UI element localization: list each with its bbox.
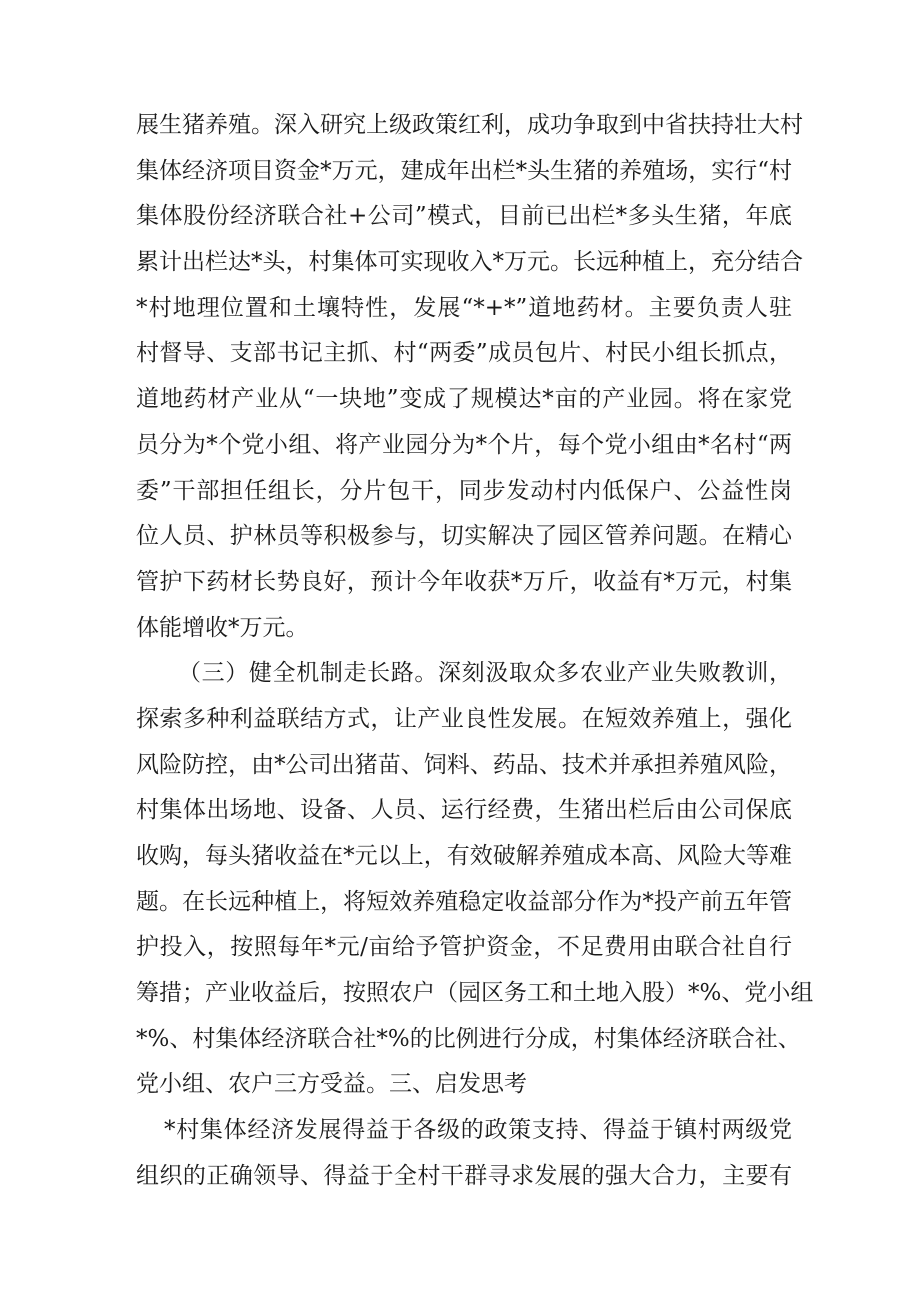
text-line: 位人员、护林员等积极参与，切实解决了园区管养问题。在精心 (136, 523, 792, 550)
section-heading-line: （三）健全机制走长路。深刻汲取众多农业产业失败教训， (178, 660, 792, 687)
paragraph-2 (136, 651, 814, 1108)
text-line: 风险防控，由*公司出猪苗、饲料、药品、技术并承担养殖风险， (136, 751, 792, 778)
text-line: 道地药材产业从“一块地”变成了规模达*亩的产业园。将在家党 (136, 386, 792, 413)
text-line: 护投入，按照每年*元/亩给予管护资金，不足费用由联合社自行 (136, 934, 792, 961)
text-line: *村地理位置和土壤特性，发展“*+*”道地药材。主要负责人驻 (136, 294, 792, 321)
text-line: 村集体出场地、设备、人员、运行经费，生猪出栏后由公司保底 (136, 797, 792, 824)
text-line: 管护下药材长势良好，预计今年收获*万斤，收益有*万元，村集 (136, 568, 792, 595)
document-body (136, 103, 814, 1200)
text-line: 体能增收*万元。 (136, 614, 309, 641)
text-line: 集体经济项目资金*万元，建成年出栏*头生猪的养殖场，实行“村 (136, 157, 792, 184)
text-line: 题。在长远种植上，将短效养殖稳定收益部分作为*投产前五年管 (136, 888, 792, 915)
paragraph-3 (136, 1108, 792, 1199)
text-line: 组织的正确领导、得益于全村干群寻求发展的强大合力，主要有 (136, 1162, 792, 1189)
text-line: 委”干部担任组长，分片包干，同步发动村内低保户、公益性岗 (136, 477, 792, 504)
text-line: *村集体经济发展得益于各级的政策支持、得益于镇村两级党 (164, 1117, 792, 1144)
text-line: 筹措；产业收益后，按照农户（园区务工和土地入股）*%、党小组 (136, 980, 814, 1007)
text-line: 党小组、农户三方受益。三、启发思考 (136, 1071, 527, 1098)
text-line: 收购，每头猪收益在*元以上，有效破解养殖成本高、风险大等难 (136, 843, 792, 869)
text-line: 员分为*个党小组、将产业园分为*个片，每个党小组由*名村“两 (136, 431, 792, 458)
text-line: 探索多种利益联结方式，让产业良性发展。在短效养殖上，强化 (136, 705, 792, 732)
text-line: 累计出栏达*头，村集体可实现收入*万元。长远种植上，充分结合 (136, 249, 803, 276)
text-line: 展生猪养殖。深入研究上级政策红利，成功争取到中省扶持壮大村 (136, 112, 803, 138)
paragraph-1 (136, 103, 803, 651)
text-line: *%、村集体经济联合社*%的比例进行分成，村集体经济联合社、 (136, 1025, 801, 1052)
text-line: 村督导、支部书记主抓、村“两委”成员包片、村民小组长抓点， (136, 340, 792, 367)
text-line: 集体股份经济联合社+公司”模式，目前已出栏*多头生猪，年底 (136, 203, 792, 230)
